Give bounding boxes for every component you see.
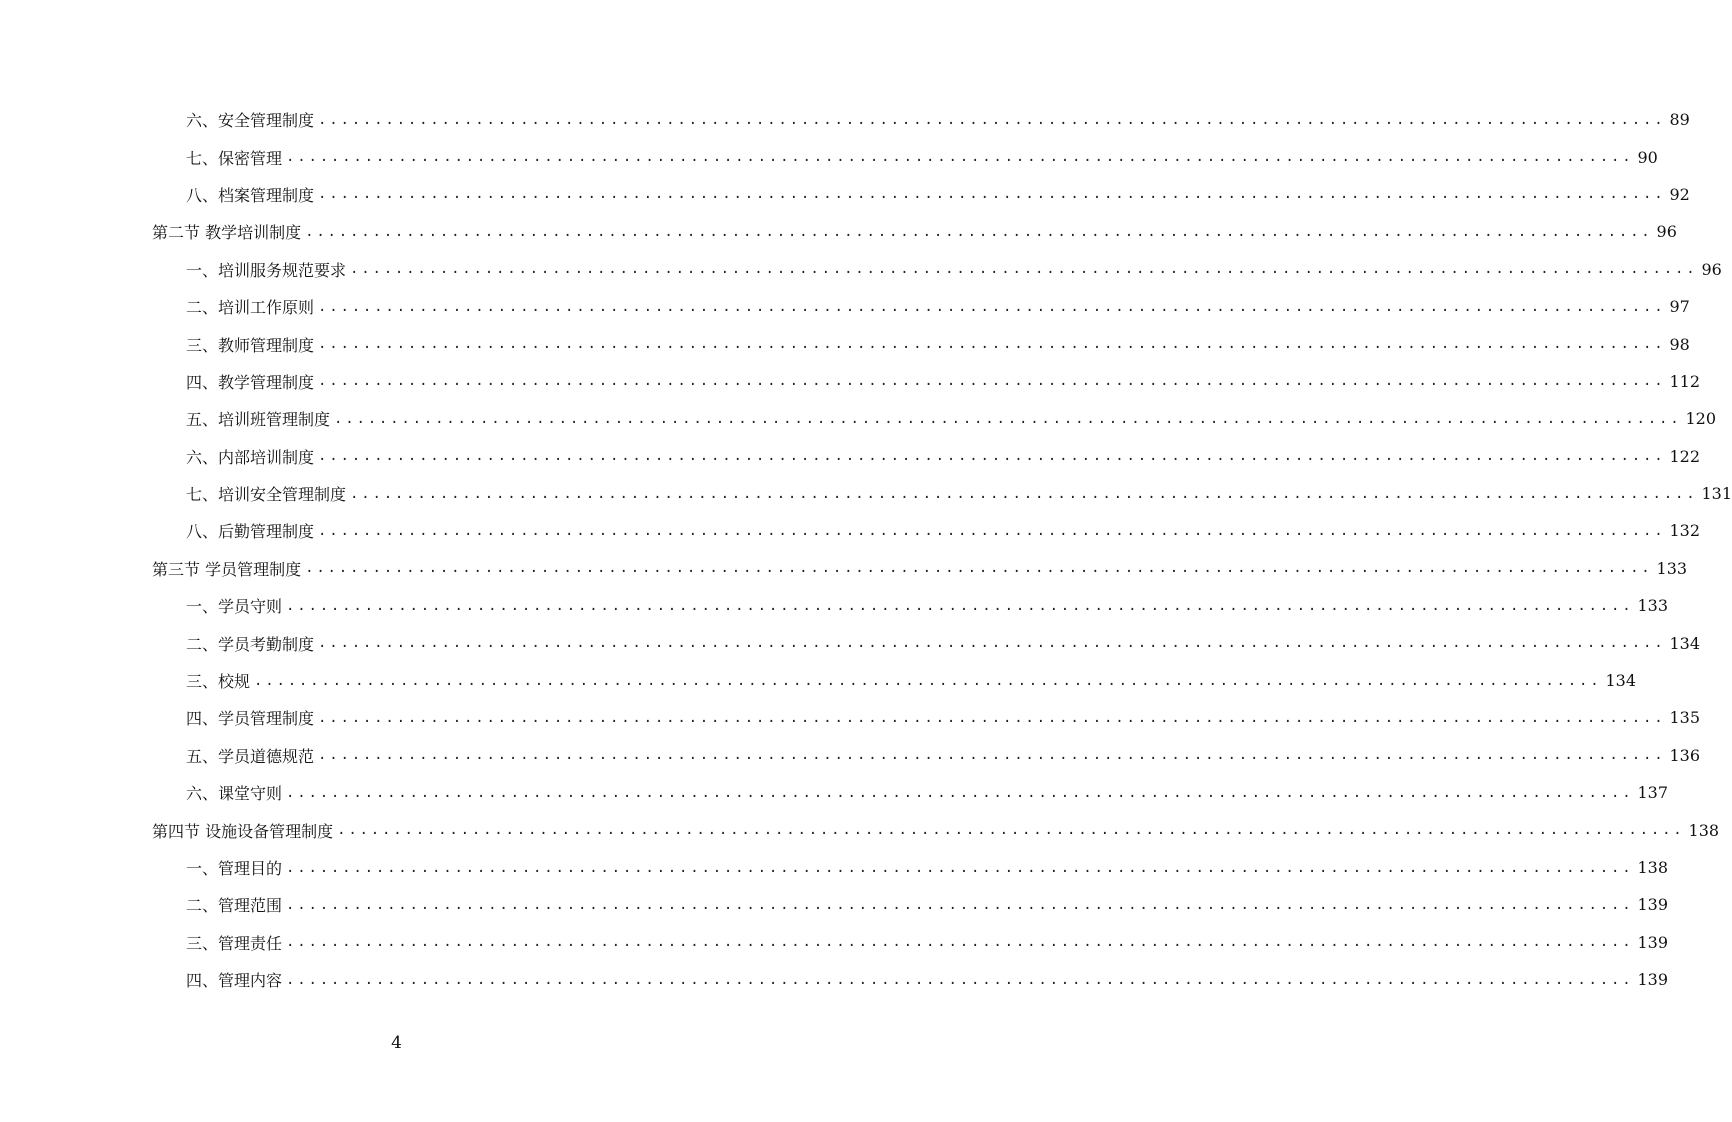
toc-dot-leader: ........................................................................................................................ (318, 336, 1666, 353)
toc-entry-page: 112 (1669, 371, 1701, 391)
toc-entry-title: 一、管理目的 (186, 859, 283, 878)
toc-entry (0, 587, 1669, 624)
toc-entry-page: 90 (1637, 147, 1658, 167)
toc-entry-page: 138 (1637, 858, 1669, 877)
toc-entry-page: 133 (1637, 596, 1669, 616)
toc-dot-leader: ........................................................................................................................ (350, 261, 1698, 278)
toc-entry-page: 98 (1669, 334, 1690, 354)
toc-dot-leader: ........................................................................................................................ (318, 448, 1666, 465)
toc-entry-title: 七、培训安全管理制度 (186, 485, 347, 505)
toc-dot-leader: ........................................................................................................................ (318, 373, 1666, 390)
toc-dot-leader: ........................................................................................................................ (318, 111, 1666, 128)
toc-entry-page: 92 (1669, 184, 1690, 204)
toc-entry-title: 三、校规 (186, 672, 251, 692)
toc-section-entry (0, 811, 1720, 848)
toc-dot-leader: ........................................................................................................................ (305, 560, 1653, 577)
table-of-contents (0, 101, 1732, 998)
toc-entry-page: 136 (1669, 745, 1701, 765)
toc-entry (0, 138, 1658, 175)
toc-dot-leader: ........................................................................................................................ (286, 934, 1634, 951)
toc-entry-page: 131 (1701, 484, 1732, 504)
toc-dot-leader: ........................................................................................................................ (318, 186, 1666, 203)
toc-entry-title: 二、学员考勤制度 (186, 634, 315, 654)
toc-entry-title: 一、学员守则 (186, 597, 283, 617)
toc-entry-page: 138 (1688, 820, 1720, 840)
toc-entry-page: 137 (1637, 783, 1669, 803)
toc-dot-leader: ........................................................................................................................ (286, 896, 1634, 913)
toc-entry-title: 第三节 学员管理制度 (152, 559, 302, 579)
toc-entry-title: 三、教师管理制度 (186, 335, 315, 355)
toc-entry-title: 四、学员管理制度 (186, 709, 315, 729)
toc-dot-leader: ........................................................................................................................ (318, 635, 1666, 652)
toc-entry-title: 四、教学管理制度 (186, 372, 315, 392)
toc-entry-page: 134 (1605, 671, 1637, 691)
toc-entry (0, 849, 1669, 886)
toc-entry-title: 六、安全管理制度 (186, 111, 315, 131)
toc-entry-title: 六、课堂守则 (186, 784, 283, 804)
toc-dot-leader: ........................................................................................................................ (286, 971, 1634, 988)
toc-entry-title: 五、培训班管理制度 (186, 410, 331, 430)
toc-dot-leader: ........................................................................................................................ (254, 672, 1602, 689)
toc-entry-page: 139 (1637, 895, 1669, 915)
toc-entry-page: 122 (1669, 446, 1701, 466)
toc-entry-page: 139 (1637, 970, 1669, 990)
toc-dot-leader: ........................................................................................................................ (305, 223, 1653, 240)
toc-entry-title: 五、学员道德规范 (186, 746, 315, 766)
toc-entry-title: 六、内部培训制度 (186, 447, 315, 467)
toc-entry-title: 八、档案管理制度 (186, 185, 315, 205)
toc-entry (0, 924, 1669, 961)
toc-entry (0, 101, 1690, 138)
toc-entry-title: 八、后勤管理制度 (186, 522, 315, 542)
toc-entry (0, 662, 1637, 699)
toc-dot-leader: ........................................................................................................................ (318, 709, 1666, 726)
toc-entry (0, 288, 1690, 325)
toc-entry-page: 97 (1669, 297, 1690, 317)
toc-entry-page: 132 (1669, 521, 1701, 541)
toc-entry-page: 139 (1637, 932, 1669, 952)
toc-entry-title: 三、管理责任 (186, 933, 283, 953)
toc-entry-title: 七、保密管理 (186, 148, 283, 168)
toc-entry-page: 134 (1669, 633, 1701, 653)
toc-dot-leader: ........................................................................................................................ (286, 859, 1634, 876)
toc-dot-leader: ........................................................................................................................ (334, 410, 1682, 427)
toc-entry-title: 一、培训服务规范要求 (186, 260, 347, 280)
page-number: 4 (391, 1033, 402, 1053)
toc-section-entry (0, 213, 1677, 250)
toc-entry (0, 961, 1669, 998)
toc-entry-title: 四、管理内容 (186, 971, 283, 991)
toc-entry (0, 624, 1701, 661)
toc-dot-leader: ........................................................................................................................ (318, 298, 1666, 315)
toc-dot-leader: ........................................................................................................................ (286, 149, 1634, 166)
toc-dot-leader: ........................................................................................................................ (350, 485, 1698, 502)
toc-dot-leader: ........................................................................................................................ (337, 822, 1685, 839)
toc-entry (0, 251, 1722, 288)
toc-dot-leader: ........................................................................................................................ (318, 522, 1666, 539)
toc-dot-leader: ........................................................................................................................ (286, 597, 1634, 614)
toc-entry (0, 886, 1669, 923)
toc-entry (0, 699, 1701, 736)
toc-entry (0, 363, 1701, 400)
toc-entry (0, 325, 1690, 362)
toc-dot-leader: ........................................................................................................................ (318, 747, 1666, 764)
toc-entry (0, 400, 1717, 437)
toc-entry-title: 第二节 教学培训制度 (152, 223, 302, 243)
toc-entry (0, 438, 1701, 475)
toc-entry-page: 89 (1669, 110, 1690, 130)
toc-entry-title: 二、培训工作原则 (186, 298, 315, 318)
toc-entry-page: 135 (1669, 708, 1701, 728)
toc-entry-page: 120 (1685, 409, 1717, 429)
toc-entry (0, 512, 1701, 549)
toc-entry (0, 176, 1690, 213)
toc-entry-page: 96 (1656, 222, 1677, 242)
toc-entry-title: 第四节 设施设备管理制度 (152, 821, 334, 841)
toc-entry (0, 774, 1669, 811)
toc-entry (0, 737, 1701, 774)
toc-entry-page: 96 (1701, 259, 1722, 279)
toc-entry (0, 475, 1732, 512)
toc-entry-title: 二、管理范围 (186, 896, 283, 916)
toc-entry-page: 133 (1656, 558, 1688, 578)
toc-section-entry (0, 550, 1688, 587)
toc-dot-leader: ........................................................................................................................ (286, 784, 1634, 801)
